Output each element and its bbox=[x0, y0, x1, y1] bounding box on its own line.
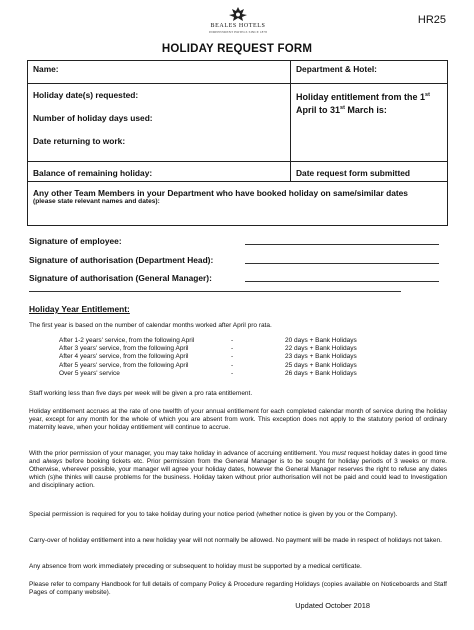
divider bbox=[29, 291, 401, 292]
service-text: Over 5 years' service bbox=[59, 369, 120, 377]
service-days: 23 days + Bank Holidays bbox=[285, 353, 357, 361]
date-submitted-label: Date request form submitted bbox=[296, 168, 411, 178]
other-members-cell[interactable] bbox=[28, 182, 448, 226]
other-members-sublabel: (please state relevant names and dates): bbox=[33, 198, 160, 205]
holiday-dates-label: Holiday date(s) requested: bbox=[33, 90, 139, 100]
signature-dept-head-line[interactable] bbox=[245, 263, 439, 264]
service-dash: - bbox=[231, 353, 234, 361]
service-dash: - bbox=[231, 345, 234, 353]
service-days: 26 days + Bank Holidays bbox=[285, 369, 357, 377]
special-permission-paragraph: Special permission is required for you to take holiday during your notice period (whether notice is given by you or the Company). bbox=[29, 511, 398, 518]
service-row bbox=[59, 337, 395, 345]
department-label: Department & Hotel: bbox=[296, 64, 377, 74]
department-cell[interactable] bbox=[291, 61, 448, 84]
page-title: HOLIDAY REQUEST FORM bbox=[161, 43, 313, 55]
service-row bbox=[59, 345, 395, 353]
logo-tagline: INDEPENDENT HOTELS SINCE 1878 bbox=[208, 30, 268, 34]
absence-paragraph: Any absence from work immediately preceding or subsequent to holiday must be supported by a medical certificate. bbox=[29, 563, 362, 570]
accrues-paragraph: Holiday entitlement accrues at the rate of one twelfth of your annual entitlement for each completed calendar month of service during the holiday year, except for any month for the whole of which you are absent from work. This exception does not apply to the statutory period of ordinary maternity leave, when your holiday entitlement will continue to accrue. bbox=[29, 408, 447, 432]
signature-gm-line[interactable] bbox=[245, 281, 439, 282]
staff-paragraph: Staff working less than five days per week will be given a pro rata entitlement. bbox=[29, 390, 253, 397]
form-code: HR25 bbox=[417, 14, 446, 26]
service-days: 25 days + Bank Holidays bbox=[285, 361, 357, 369]
carry-over-paragraph: Carry-over of holiday entitlement into a new holiday year will not normally be allowed. No payment will be made in respect of holidays not taken. bbox=[29, 537, 442, 544]
date-submitted-cell[interactable] bbox=[291, 162, 448, 182]
service-row bbox=[59, 362, 395, 370]
entitlement-heading: Holiday Year Entitlement: bbox=[29, 304, 130, 314]
refer-paragraph: Please refer to company Handbook for full details of company Policy & Procedure regarding Holidays (copies available on Noticeboards and Staff Pages of company website). bbox=[29, 581, 447, 597]
entitlement-label: Holiday entitlement from the 1st April to 31st March is: bbox=[296, 92, 430, 115]
service-dash: - bbox=[231, 361, 234, 369]
crest-icon bbox=[227, 6, 249, 23]
prior-permission-paragraph: With the prior permission of your manager, you may take holiday in advance of accruing entitlement. You must request holiday dates in good time and always before booking tickets etc. Prior permission from the General Manager is to be sought for holiday periods of 3 weeks or more. Otherwise, wherever possible, your manager will agree your holiday dates, however the General Manager reserves the right to refuse any dates which (s)he thinks will cause problems for the business. Holiday taken without prior authorisation will not be paid and could lead to Investigation and disciplinary action. bbox=[29, 450, 447, 490]
name-label: Name: bbox=[33, 64, 59, 74]
updated-date: Updated October 2018 bbox=[295, 601, 370, 610]
name-cell[interactable] bbox=[28, 61, 291, 84]
number-days-label: Number of holiday days used: bbox=[33, 113, 153, 123]
signature-employee-label: Signature of employee: bbox=[29, 236, 122, 246]
service-days: 20 days + Bank Holidays bbox=[285, 337, 357, 344]
entitlement-intro: The first year is based on the number of calendar months worked after April pro rata. bbox=[29, 322, 272, 329]
balance-label: Balance of remaining holiday: bbox=[33, 168, 153, 178]
signature-gm-label: Signature of authorisation (General Manager): bbox=[29, 273, 212, 283]
request-form-table bbox=[27, 60, 448, 226]
service-table bbox=[59, 337, 395, 378]
other-members-label: Any other Team Members in your Department who have booked holiday on same/similar dates bbox=[33, 188, 408, 198]
logo-name: BEALES HOTELS bbox=[210, 23, 266, 29]
dates-cell[interactable] bbox=[28, 84, 291, 162]
hotel-logo bbox=[208, 6, 268, 34]
balance-cell[interactable] bbox=[28, 162, 291, 182]
service-row bbox=[59, 353, 395, 361]
service-text: After 5 years' service, from the following April bbox=[59, 361, 189, 369]
signature-dept-head-label: Signature of authorisation (Department Head): bbox=[29, 255, 214, 265]
service-days: 22 days + Bank Holidays bbox=[285, 345, 357, 353]
service-dash: - bbox=[231, 369, 234, 377]
service-row bbox=[59, 370, 395, 378]
signature-employee-line[interactable] bbox=[245, 244, 439, 245]
service-dash: - bbox=[231, 337, 234, 344]
date-returning-label: Date returning to work: bbox=[33, 136, 126, 146]
service-text: After 1-2 years' service, from the following April bbox=[59, 337, 195, 344]
entitlement-cell[interactable] bbox=[291, 84, 448, 162]
service-text: After 4 years' service, from the following April bbox=[59, 353, 189, 361]
service-text: After 3 years' service, from the following April bbox=[59, 345, 189, 353]
